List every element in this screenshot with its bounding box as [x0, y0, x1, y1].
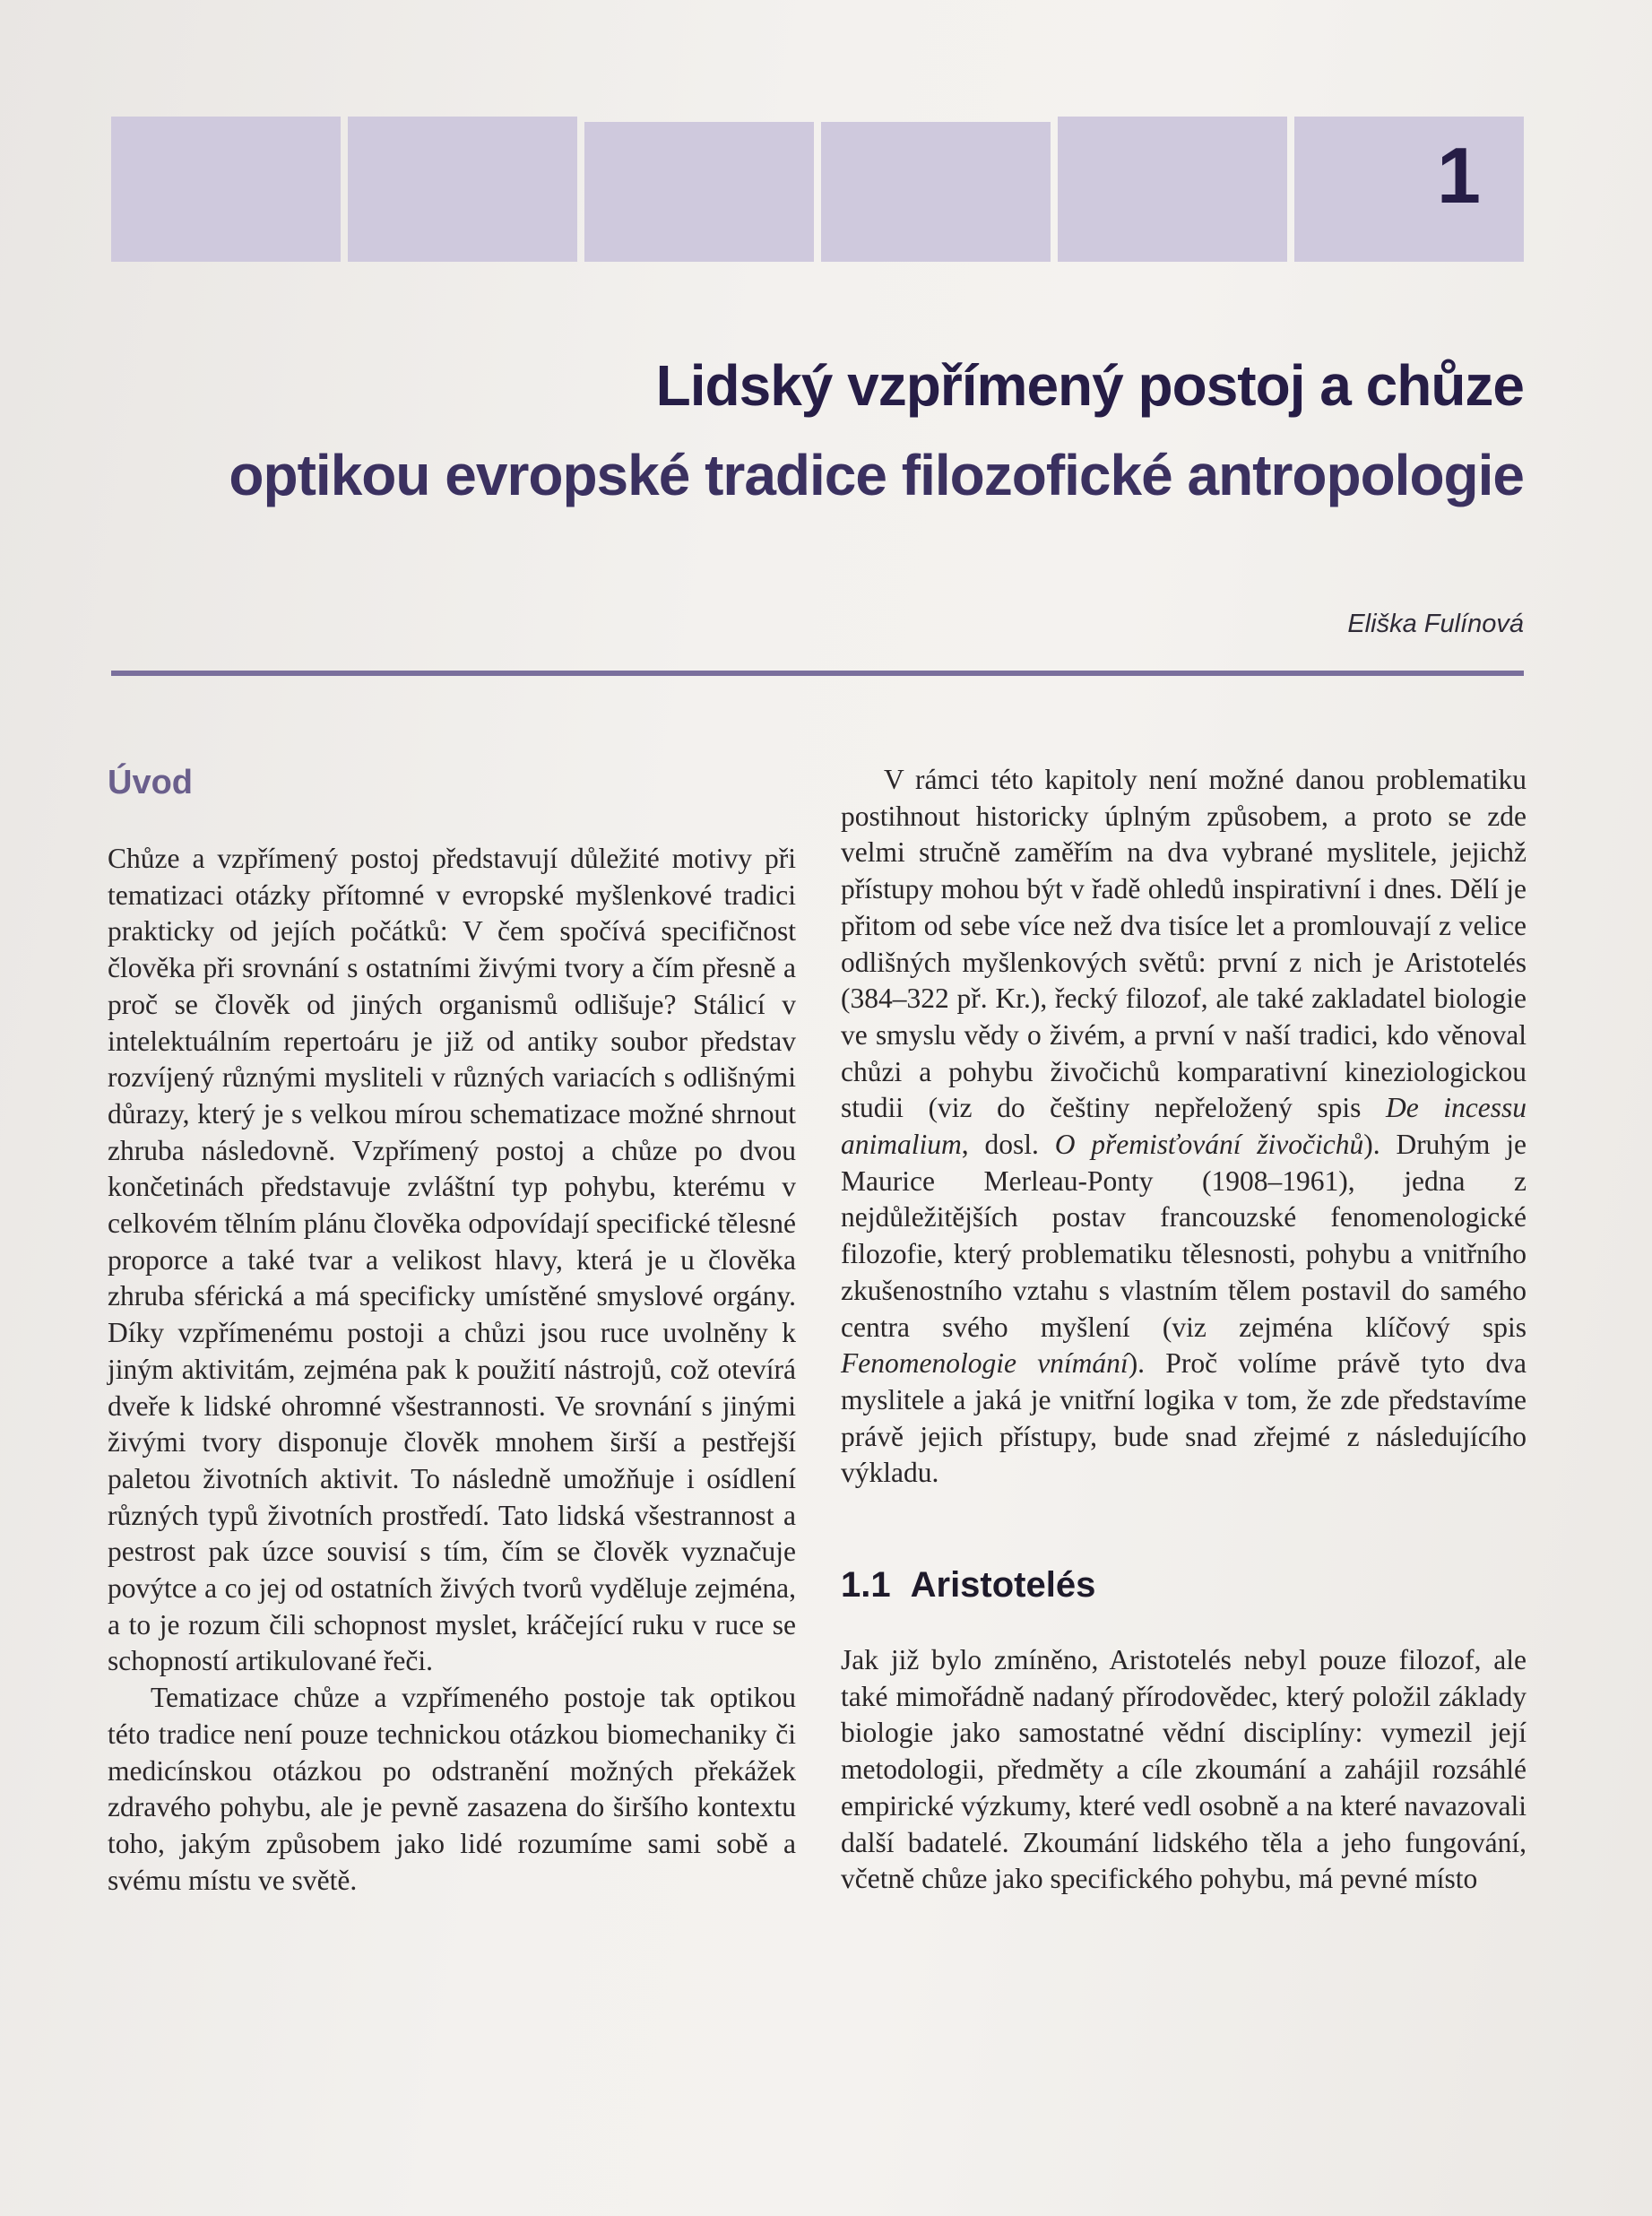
book-title-italic: O přemisťování živočichů: [1054, 1129, 1364, 1161]
text-run: ). Proč volíme právě tyto dva myslitele a jaká je vnitřní logika v tom, že zde představíme právě jejich přístupy, bude snad zřejmé z následujícího výkladu.: [841, 1347, 1527, 1489]
chapter-number: 1: [1437, 131, 1481, 220]
band-block: [348, 117, 577, 262]
intro-heading: Úvod: [108, 764, 193, 801]
text-run: V rámci této kapitoly není možné danou problematiku postihnout historicky úplným způsobem, a proto se zde velmi stručně zaměřím na dva vybrané myslitele, jejichž přístupy mohou být v řadě ohledů inspirativní i dnes. Dělí je přitom od sebe více než dva tisíce let a promlouvají z velice odlišných myšlenkových světů: první z nich je Aristotelés (384–322 př. Kr.), řecký filozof, ale také zakladatel biologie ve smyslu vědy o živém, a první v naší tradici, kdo věnoval chůzi a pohybu živočichů komparativní kineziologickou studii (viz do češtiny nepřeložený spis: [841, 764, 1527, 1124]
band-block: [821, 122, 1051, 262]
band-block: [111, 117, 341, 262]
intro-paragraph-2: Tematizace chůze a vzpřímeného postoje tak optikou této tradice není pouze technickou otázkou biomechaniky či medicínskou otázkou po odstranění možných překážek zdravého pohybu, ale je pevně zasazena do širšího kontextu toho, jakým způsobem jako lidé rozumíme sami sobě a svému místu ve světě.: [108, 1682, 796, 1896]
right-paragraph-2: Jak již bylo zmíněno, Aristotelés nebyl pouze filozof, ale také mimořádně nadaný přírodovědec, který položil základy biologie jako samostatné vědní disciplíny: vymezil její metodologii, předměty a cíle zkoumání a zahájil rozsáhlé empirické výzkumy, které vedl osobně a na které navazovali další badatelé. Zkoumání lidského těla a jeho fungování, včetně chůze jako specifického pohybu, má pevné místo: [841, 1644, 1527, 1895]
chapter-title-line2: optikou evropské tradice filozofické antropologie: [229, 443, 1524, 507]
section-number: 1.1: [841, 1565, 891, 1606]
chapter-title-line1: Lidský vzpřímený postoj a chůze: [655, 353, 1524, 418]
book-title-italic: Fenomenologie vnímání: [841, 1347, 1129, 1380]
chapter-header-band: [111, 117, 1524, 262]
band-block: [1058, 117, 1287, 262]
right-column: [841, 762, 1527, 1898]
left-column: [108, 762, 796, 1899]
band-block: [1294, 117, 1524, 262]
section-heading: [841, 1563, 1527, 1606]
intro-paragraph-1: Chůze a vzpřímený postoj představují důležité motivy při tematizaci otázky přítomné v evropské myšlenkové tradici prakticky od jejích počátků: V čem spočívá specifičnost člověka při srovnání s ostatními živými tvory a čím přesně a proč se člověk od jiných organismů odlišuje? Stálicí v intelektuálním repertoáru je již od antiky soubor představ rozvíjený různými mysliteli v různých variacích s odlišnými důrazy, který je s velkou mírou schematizace možné shrnout zhruba následovně. Vzpřímený postoj a chůze po dvou končetinách představuje zvláštní typ pohybu, kterému v celkovém tělním plánu člověka odpovídají specifické tělesné proporce a také tvar a velikost hlavy, která je u člověka zhruba sférická a má specificky umístěné smyslové orgány. Díky vzpřímenému postoji a chůzi jsou ruce uvolněny k jiným aktivitám, zejména pak k použití nástrojů, což otevírá dveře k lidské ohromné všestrannosti. Ve srovnání s jinými živými tvory disponuje člověk mnohem širší a pestřejší paletou životních aktivit. To následně umožňuje i osídlení různých typů životních prostředí. Tato lidská všestrannost a pestrost pak úzce souvisí s tím, čím se člověk vyznačuje povýtce a co jej od ostatních živých tvorů vyděluje zejména, a to je rozum čili schopnost myslet, kráčející ruku v ruce se schopností artikulované řeči.: [108, 843, 796, 1677]
text-run: ). Druhým je Maurice Merleau-Ponty (1908–1961), jedna z nejdůležitějších postav francouzské fenomenologické filozofie, který problematiku tělesnosti, pohybu a vnitřního zkušenostního vztahu s vlastním tělem postavil do samého centra svého myšlení (viz zejména klíčový spis: [841, 1129, 1527, 1343]
section-title: Aristotelés: [910, 1565, 1096, 1606]
chapter-author: Eliška Fulínová: [1347, 610, 1524, 638]
chapter-title: [90, 341, 1524, 520]
band-block: [584, 122, 814, 262]
right-paragraph-1: [841, 762, 1527, 1492]
title-divider: [111, 671, 1524, 676]
text-run: , dosl.: [961, 1129, 1055, 1161]
book-title-italic: De incessu animalium: [841, 1092, 1527, 1161]
